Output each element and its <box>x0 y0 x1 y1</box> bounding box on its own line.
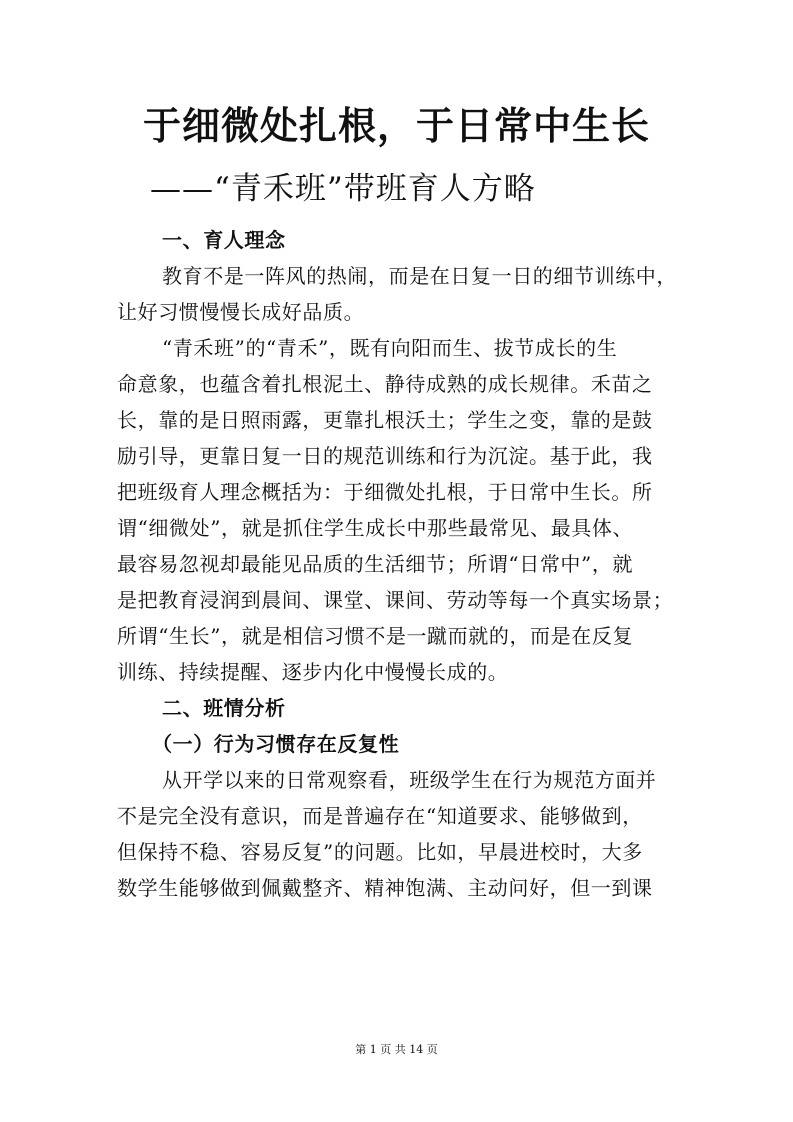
subsection-heading: （一）行为习惯存在反复性 <box>152 732 400 756</box>
paragraph-line: 最容易忽视却最能见品质的生活细节；所谓“日常中”，就 <box>117 552 634 576</box>
paragraph-line: 从开学以来的日常观察看，班级学生在行为规范方面并 <box>162 768 657 792</box>
paragraph-line: “青禾班”的“青禾”，既有向阳而生、拔节成长的生 <box>162 336 618 360</box>
paragraph-line: 谓“细微处”，就是抓住学生成长中那些最常见、最具体、 <box>117 516 634 540</box>
document-subtitle: ——“青禾班”带班育人方略 <box>150 171 536 207</box>
paragraph-line: 训练、持续提醒、逐步内化中慢慢长成的。 <box>117 660 509 684</box>
document-title: 于细微处扎根，于日常中生长 <box>142 103 650 148</box>
paragraph-line: 长，靠的是日照雨露，更靠扎根沃土；学生之变，靠的是鼓 <box>117 408 653 432</box>
document-body <box>117 222 677 906</box>
paragraph-line: 所谓“生长”，就是相信习惯不是一蹴而就的，而是在反复 <box>117 624 634 648</box>
section-heading: 一、育人理念 <box>162 228 286 252</box>
page-footer: 第 1 页 共 14 页 <box>355 1043 438 1056</box>
paragraph-line: 数学生能够做到佩戴整齐、精神饱满、主动问好，但一到课 <box>117 876 653 900</box>
paragraph-line: 命意象，也蕴含着扎根泥土、静待成熟的成长规律。禾苗之 <box>117 372 653 396</box>
paragraph-line: 但保持不稳、容易反复”的问题。比如，早晨进校时，大多 <box>117 840 643 864</box>
paragraph-line: 是把教育浸润到晨间、课堂、课间、劳动等每一个真实场景； <box>117 588 674 612</box>
paragraph-line: 励引导，更靠日复一日的规范训练和行为沉淀。基于此，我 <box>117 444 653 468</box>
paragraph-line: 让好习惯慢慢长成好品质。 <box>117 300 365 324</box>
paragraph-line: 教育不是一阵风的热闹，而是在日复一日的细节训练中， <box>162 264 677 288</box>
section-heading: 二、班情分析 <box>162 696 286 720</box>
paragraph-line: 把班级育人理念概括为：于细微处扎根，于日常中生长。所 <box>117 480 653 504</box>
paragraph-line: 不是完全没有意识，而是普遍存在“知道要求、能够做到， <box>117 804 643 828</box>
